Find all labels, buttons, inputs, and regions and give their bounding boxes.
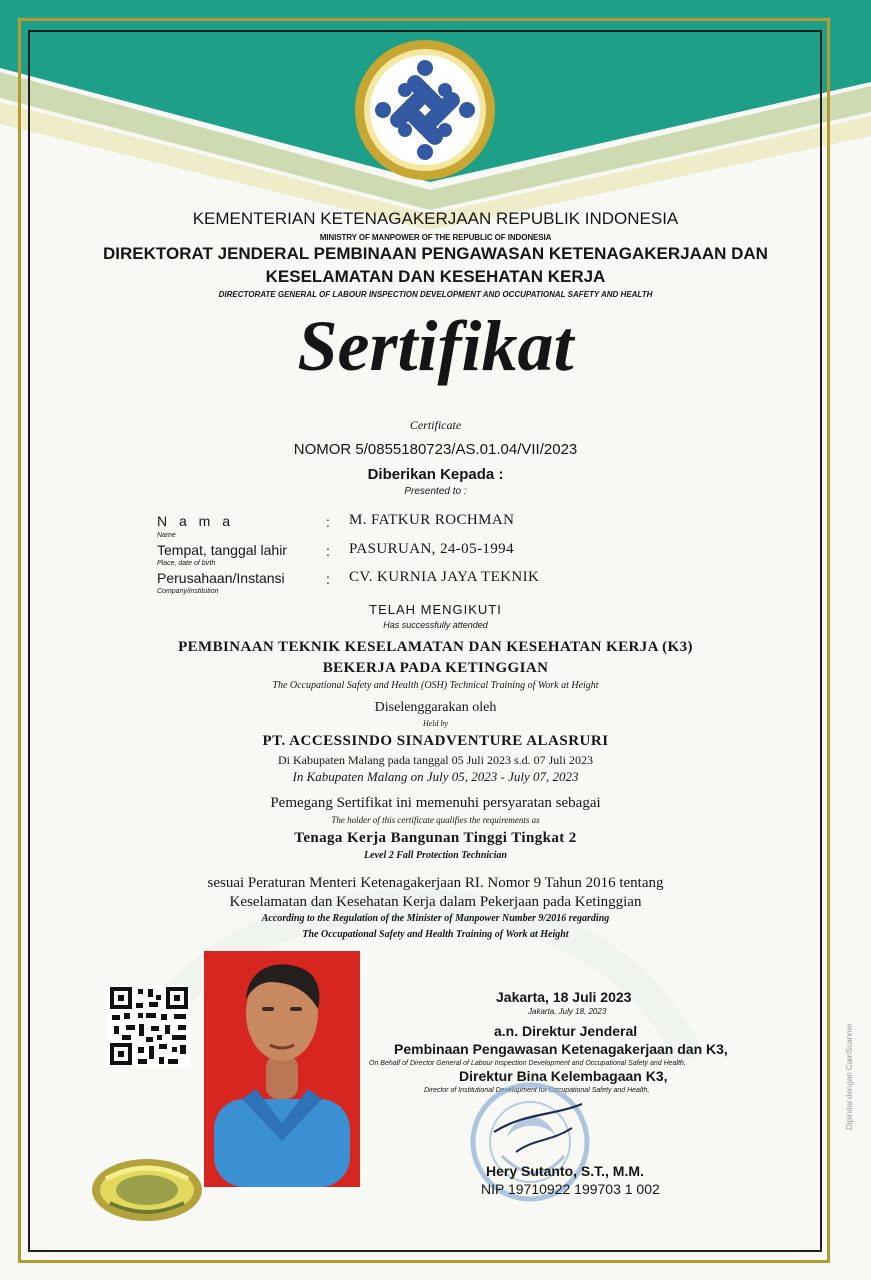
company-label-en: Company/institution (157, 588, 219, 595)
qualification-level: Tenaga Kerja Bangunan Tinggi Tingkat 2 (294, 830, 577, 846)
qualification-holder-en: The holder of this certificate qualifies the requirements as (331, 815, 540, 825)
regulation-line-2: Keselamatan dan Kesehatan Kerja dalam Pekerjaan pada Ketinggian (229, 894, 642, 910)
signature-place-date-en: Jakarta, July 18, 2023 (528, 1007, 607, 1016)
office-line: Pembinaan Pengawasan Ketenagakerjaan dan K3, (394, 1041, 728, 1057)
directorate-line-1: DIREKTORAT JENDERAL PEMBINAAN PENGAWASAN KETENAGAKERJAAN DAN (103, 244, 768, 263)
ministry-name: KEMENTERIAN KETENAGAKERJAAN REPUBLIK INDONESIA (192, 209, 679, 228)
signer-nip: NIP 19710922 199703 1 002 (481, 1181, 660, 1197)
given-to-label: Diberikan Kepada : (367, 466, 504, 483)
office-line-en: On Behalf of Director General of Labour Inspection Development and Occupational Safety and Health, (369, 1060, 686, 1067)
scanner-watermark: Dipindai dengan CamScanner (845, 1023, 854, 1130)
director-title: Direktur Bina Kelembagaan K3, (459, 1068, 668, 1084)
qr-code-icon (108, 985, 190, 1067)
name-colon: : (326, 514, 330, 530)
hologram-seal-icon (90, 1157, 204, 1223)
regulation-en-line-1: According to the Regulation of the Minister of Manpower Number 9/2016 regarding (261, 913, 610, 924)
organizer-name: PT. ACCESSINDO SINADVENTURE ALASRURI (262, 733, 609, 749)
certificate-subtitle: Certificate (409, 418, 462, 432)
name-label-en: Name (157, 532, 176, 539)
held-by-label: Diselenggarakan oleh (374, 700, 497, 715)
recipient-birth: PASURUAN, 24-05-1994 (349, 541, 514, 557)
director-title-en: Director of Institutional Development for Occupational Safety and Health, (424, 1087, 650, 1094)
training-place-date: Di Kabupaten Malang pada tanggal 05 Juli 2023 s.d. 07 Juli 2023 (278, 753, 593, 767)
name-label: N a m a (157, 513, 235, 529)
directorate-en: DIRECTORATE GENERAL OF LABOUR INSPECTION DEVELOPMENT AND OCCUPATIONAL SAFETY AND HEALTH (218, 290, 653, 299)
training-title-line-1: PEMBINAAN TEKNIK KESELAMATAN DAN KESEHATAN KERJA (K3) (178, 639, 693, 655)
training-title-line-2: BEKERJA PADA KETINGGIAN (322, 660, 549, 676)
directorate-line-2: KESELAMATAN DAN KESEHATAN KERJA (265, 267, 606, 286)
training-title-en: The Occupational Safety and Health (OSH) Technical Training of Work at Height (272, 680, 599, 691)
attended-label-en: Has successfully attended (383, 620, 488, 630)
on-behalf-label: a.n. Direktur Jenderal (494, 1023, 638, 1039)
given-to-label-en: Presented to : (404, 486, 467, 497)
signer-name: Hery Sutanto, S.T., M.M. (486, 1163, 644, 1179)
regulation-en-line-2: The Occupational Safety and Health Training of Work at Height (302, 929, 569, 940)
certificate-number: NOMOR 5/0855180723/AS.01.04/VII/2023 (293, 441, 578, 458)
ministry-name-en: MINISTRY OF MANPOWER OF THE REPUBLIC OF INDONESIA (319, 233, 552, 242)
birth-label: Tempat, tanggal lahir (157, 542, 287, 558)
recipient-photo (204, 951, 360, 1187)
birth-label-en: Place, date of birth (157, 560, 216, 567)
recipient-company: CV. KURNIA JAYA TEKNIK (349, 569, 540, 585)
attended-label: TELAH MENGIKUTI (369, 602, 502, 617)
qualification-level-en: Level 2 Fall Protection Technician (364, 850, 507, 861)
recipient-name: M. FATKUR ROCHMAN (349, 512, 515, 528)
certificate-title: Sertifikat (297, 306, 574, 386)
company-label: Perusahaan/Instansi (157, 570, 285, 586)
company-colon: : (326, 571, 330, 587)
qualification-holder: Pemegang Sertifikat ini memenuhi persyaratan sebagai (270, 795, 601, 811)
ministry-logo-icon (353, 38, 497, 182)
signature-place-date: Jakarta, 18 Juli 2023 (496, 989, 632, 1005)
training-place-date-en: In Kabupaten Malang on July 05, 2023 - July 07, 2023 (292, 769, 579, 784)
held-by-label-en: Held by (422, 719, 449, 728)
regulation-line-1: sesuai Peraturan Menteri Ketenagakerjaan RI. Nomor 9 Tahun 2016 tentang (207, 875, 664, 891)
birth-colon: : (326, 543, 330, 559)
